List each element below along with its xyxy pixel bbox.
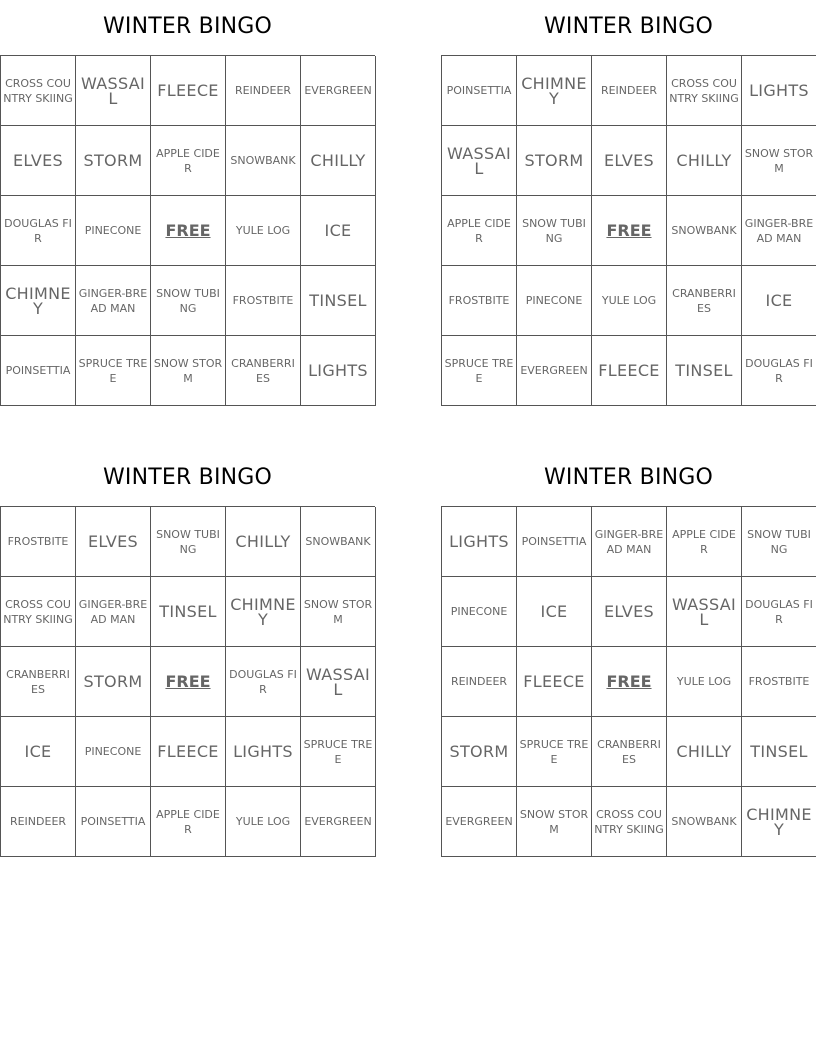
bingo-cell: GINGER-BREAD MAN: [76, 266, 151, 336]
bingo-cell: APPLE CIDER: [151, 787, 226, 857]
bingo-cell: CRANBERRIES: [667, 266, 742, 336]
bingo-grid: [0, 506, 375, 857]
bingo-cell: CHILLY: [226, 507, 301, 577]
bingo-cell: REINDEER: [592, 56, 667, 126]
bingo-cell: CROSS COUNTRY SKIING: [667, 56, 742, 126]
bingo-cell: CROSS COUNTRY SKIING: [1, 577, 76, 647]
bingo-cell: DOUGLAS FIR: [742, 336, 816, 406]
bingo-grid: [441, 506, 816, 857]
bingo-cell: POINSETTIA: [442, 56, 517, 126]
bingo-cell: LIGHTS: [442, 507, 517, 577]
bingo-cell: FLEECE: [517, 647, 592, 717]
bingo-grid: [441, 55, 816, 406]
bingo-cell: APPLE CIDER: [667, 507, 742, 577]
bingo-cell: CHIMNEY: [742, 787, 816, 857]
bingo-cell: SNOW STORM: [301, 577, 376, 647]
bingo-cell: DOUGLAS FIR: [1, 196, 76, 266]
bingo-cell: STORM: [76, 126, 151, 196]
bingo-cell: STORM: [517, 126, 592, 196]
bingo-cell: PINECONE: [76, 717, 151, 787]
bingo-cell: REINDEER: [1, 787, 76, 857]
free-space-cell: FREE: [151, 196, 226, 266]
bingo-cell: GINGER-BREAD MAN: [742, 196, 816, 266]
bingo-cell: WASSAIL: [301, 647, 376, 717]
bingo-cell: SNOWBANK: [667, 787, 742, 857]
bingo-cell: TINSEL: [301, 266, 376, 336]
bingo-cell: ICE: [1, 717, 76, 787]
bingo-cell: SPRUCE TREE: [76, 336, 151, 406]
bingo-cell: FROSTBITE: [1, 507, 76, 577]
bingo-cell: SNOW TUBING: [742, 507, 816, 577]
bingo-cell: PINECONE: [442, 577, 517, 647]
bingo-cell: YULE LOG: [592, 266, 667, 336]
bingo-cell: CROSS COUNTRY SKIING: [592, 787, 667, 857]
bingo-cell: ELVES: [592, 126, 667, 196]
free-space-cell: FREE: [592, 647, 667, 717]
bingo-cell: APPLE CIDER: [151, 126, 226, 196]
bingo-cell: POINSETTIA: [76, 787, 151, 857]
bingo-cell: TINSEL: [151, 577, 226, 647]
bingo-cell: DOUGLAS FIR: [742, 577, 816, 647]
bingo-cell: GINGER-BREAD MAN: [76, 577, 151, 647]
bingo-cell: CHILLY: [667, 126, 742, 196]
bingo-cell: EVERGREEN: [442, 787, 517, 857]
bingo-cell: LIGHTS: [742, 56, 816, 126]
bingo-cell: POINSETTIA: [1, 336, 76, 406]
bingo-cell: CRANBERRIES: [592, 717, 667, 787]
bingo-cell: SPRUCE TREE: [442, 336, 517, 406]
bingo-cell: CHIMNEY: [1, 266, 76, 336]
bingo-cell: POINSETTIA: [517, 507, 592, 577]
bingo-cell: CHILLY: [667, 717, 742, 787]
bingo-cell: FLEECE: [151, 56, 226, 126]
bingo-cell: CRANBERRIES: [1, 647, 76, 717]
bingo-cell: SPRUCE TREE: [301, 717, 376, 787]
bingo-cell: FROSTBITE: [442, 266, 517, 336]
bingo-cell: YULE LOG: [667, 647, 742, 717]
bingo-cell: SNOWBANK: [301, 507, 376, 577]
card-title: WINTER BINGO: [102, 14, 273, 39]
bingo-cell: SNOW STORM: [742, 126, 816, 196]
bingo-cell: EVERGREEN: [301, 56, 376, 126]
bingo-cell: SNOW TUBING: [517, 196, 592, 266]
bingo-cell: CHIMNEY: [517, 56, 592, 126]
bingo-cell: CRANBERRIES: [226, 336, 301, 406]
bingo-cell: ELVES: [592, 577, 667, 647]
bingo-cell: WASSAIL: [76, 56, 151, 126]
bingo-cell: SNOW STORM: [517, 787, 592, 857]
bingo-grid: [0, 55, 375, 406]
bingo-card: [441, 10, 816, 406]
bingo-cell: SNOW TUBING: [151, 266, 226, 336]
bingo-cell: YULE LOG: [226, 787, 301, 857]
bingo-cell: FLEECE: [151, 717, 226, 787]
card-title: WINTER BINGO: [543, 14, 714, 39]
bingo-cell: LIGHTS: [301, 336, 376, 406]
bingo-cell: SNOWBANK: [667, 196, 742, 266]
bingo-cell: WASSAIL: [667, 577, 742, 647]
bingo-cell: SNOW TUBING: [151, 507, 226, 577]
bingo-cell: CHIMNEY: [226, 577, 301, 647]
bingo-cell: GINGER-BREAD MAN: [592, 507, 667, 577]
bingo-cell: APPLE CIDER: [442, 196, 517, 266]
bingo-cell: CROSS COUNTRY SKIING: [1, 56, 76, 126]
bingo-cell: FROSTBITE: [226, 266, 301, 336]
bingo-card: [441, 461, 816, 857]
bingo-cell: LIGHTS: [226, 717, 301, 787]
bingo-cell: ICE: [517, 577, 592, 647]
bingo-cell: EVERGREEN: [517, 336, 592, 406]
bingo-card: [0, 461, 375, 857]
bingo-cell: STORM: [76, 647, 151, 717]
bingo-cell: ELVES: [76, 507, 151, 577]
bingo-cell: ICE: [301, 196, 376, 266]
free-space-cell: FREE: [592, 196, 667, 266]
bingo-cell: FROSTBITE: [742, 647, 816, 717]
free-space-cell: FREE: [151, 647, 226, 717]
bingo-cell: PINECONE: [76, 196, 151, 266]
bingo-cell: SNOW STORM: [151, 336, 226, 406]
bingo-cell: PINECONE: [517, 266, 592, 336]
bingo-cell: CHILLY: [301, 126, 376, 196]
bingo-cell: DOUGLAS FIR: [226, 647, 301, 717]
card-title: WINTER BINGO: [543, 465, 714, 490]
bingo-cell: SNOWBANK: [226, 126, 301, 196]
bingo-cell: STORM: [442, 717, 517, 787]
bingo-cell: EVERGREEN: [301, 787, 376, 857]
bingo-cell: FLEECE: [592, 336, 667, 406]
bingo-cell: REINDEER: [442, 647, 517, 717]
card-title: WINTER BINGO: [102, 465, 273, 490]
bingo-cell: TINSEL: [742, 717, 816, 787]
bingo-cell: YULE LOG: [226, 196, 301, 266]
bingo-cell: ICE: [742, 266, 816, 336]
bingo-cell: WASSAIL: [442, 126, 517, 196]
bingo-cell: REINDEER: [226, 56, 301, 126]
bingo-card: [0, 10, 375, 406]
bingo-cell: TINSEL: [667, 336, 742, 406]
bingo-cell: ELVES: [1, 126, 76, 196]
bingo-cell: SPRUCE TREE: [517, 717, 592, 787]
